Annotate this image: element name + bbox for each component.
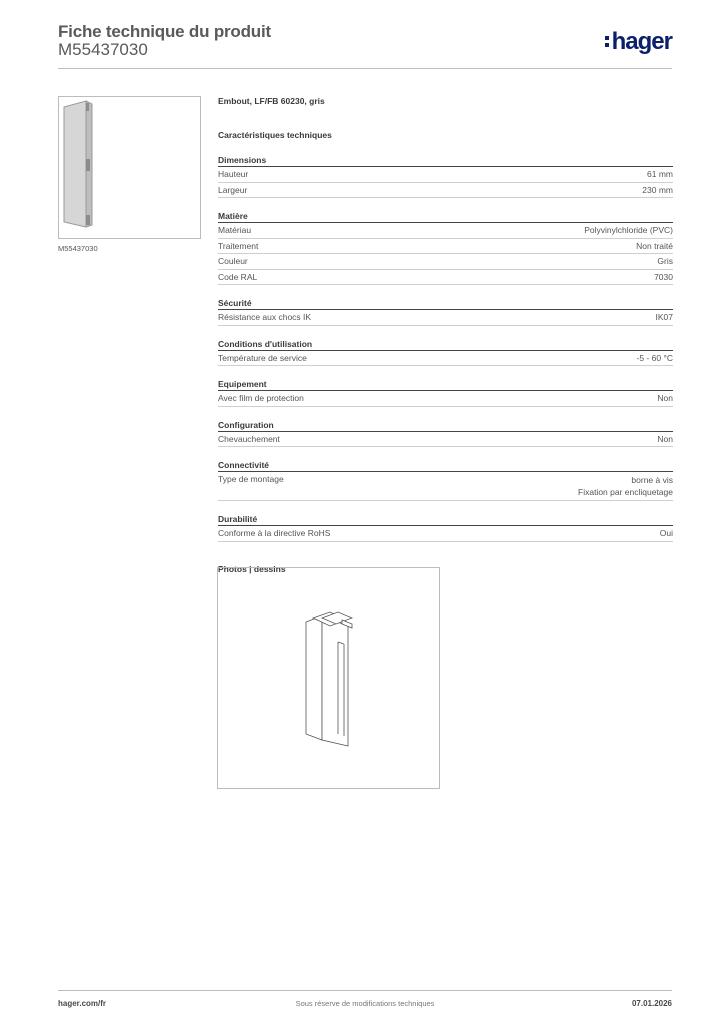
spec-row [218, 239, 673, 255]
spec-row [218, 310, 673, 326]
spec-value: Non [657, 393, 673, 403]
spec-group-configuration [218, 418, 673, 448]
spec-label: Conforme à la directive RoHS [218, 528, 331, 538]
spec-group-securite [218, 296, 673, 326]
spec-row [218, 183, 673, 199]
spec-value: -5 - 60 °C [636, 352, 673, 363]
spec-value: Non traité [636, 240, 673, 251]
spec-value: Oui [659, 528, 673, 538]
specs-heading: Caractéristiques techniques [218, 130, 332, 140]
spec-label: Résistance aux chocs IK [218, 312, 312, 322]
spec-label: Hauteur [218, 169, 249, 179]
spec-value: Polyvinylchloride (PVC) [584, 225, 673, 235]
document-title: Fiche technique du produit [58, 22, 271, 41]
spec-label: Couleur [218, 256, 248, 266]
footer-date: 07.01.2026 [631, 999, 672, 1008]
spec-group-matiere [218, 209, 673, 285]
footer-website: hager.com/fr [58, 999, 107, 1008]
group-title: Equipement [218, 377, 673, 391]
spec-row [218, 432, 673, 448]
group-title: Durabilité [218, 512, 673, 526]
spec-value: 61 mm [647, 169, 673, 179]
group-title: Matière [218, 209, 673, 223]
photos-heading: Photos | dessins [218, 563, 286, 574]
spec-label: Traitement [218, 240, 259, 251]
spec-label: Avec film de protection [218, 393, 304, 403]
spec-label: Température de service [218, 352, 307, 363]
spec-group-dimensions [218, 153, 673, 198]
spec-group-durabilite [218, 512, 673, 542]
product-line-drawing [218, 568, 439, 788]
product-drawing [217, 567, 440, 789]
spec-row [218, 526, 673, 542]
spec-value [578, 474, 673, 498]
spec-row [218, 472, 673, 501]
spec-label: Chevauchement [218, 433, 280, 444]
product-reference: M55437030 [58, 40, 148, 59]
spec-row [218, 223, 673, 239]
spec-group-conditions [218, 337, 673, 367]
spec-group-connectivite [218, 458, 673, 501]
spec-value-line: borne à vis [631, 475, 673, 485]
group-title: Conditions d'utilisation [218, 337, 673, 351]
spec-row [218, 270, 673, 286]
group-title: Sécurité [218, 296, 673, 310]
thumbnail-caption: M55437030 [58, 244, 98, 253]
hager-logo [605, 28, 672, 56]
spec-row [218, 391, 673, 407]
spec-value: 230 mm [642, 184, 673, 195]
spec-label: Type de montage [218, 474, 284, 484]
product-thumbnail [58, 96, 201, 239]
spec-content [218, 96, 673, 574]
spec-value: Gris [657, 256, 673, 266]
spec-label: Matériau [218, 225, 252, 235]
spec-group-equipement [218, 377, 673, 407]
product-name: Embout, LF/FB 60230, gris [218, 96, 325, 106]
spec-value: 7030 [654, 271, 673, 282]
group-title: Dimensions [218, 153, 673, 167]
logo-text: hager [611, 28, 672, 55]
page-header [58, 22, 672, 69]
group-title: Connectivité [218, 458, 673, 472]
group-title: Configuration [218, 418, 673, 432]
spec-value-line: Fixation par encliquetage [578, 487, 673, 497]
spec-label: Largeur [218, 184, 248, 195]
spec-value: Non [657, 433, 673, 444]
spec-label: Code RAL [218, 271, 258, 282]
product-thumbnail-image [59, 97, 200, 238]
spec-row [218, 351, 673, 367]
page-footer [58, 990, 672, 1008]
logo-dots-icon [605, 35, 610, 49]
spec-row [218, 167, 673, 183]
spec-row [218, 254, 673, 270]
footer-notice: Sous réserve de modifications techniques [295, 999, 435, 1008]
spec-value: IK07 [655, 312, 673, 322]
